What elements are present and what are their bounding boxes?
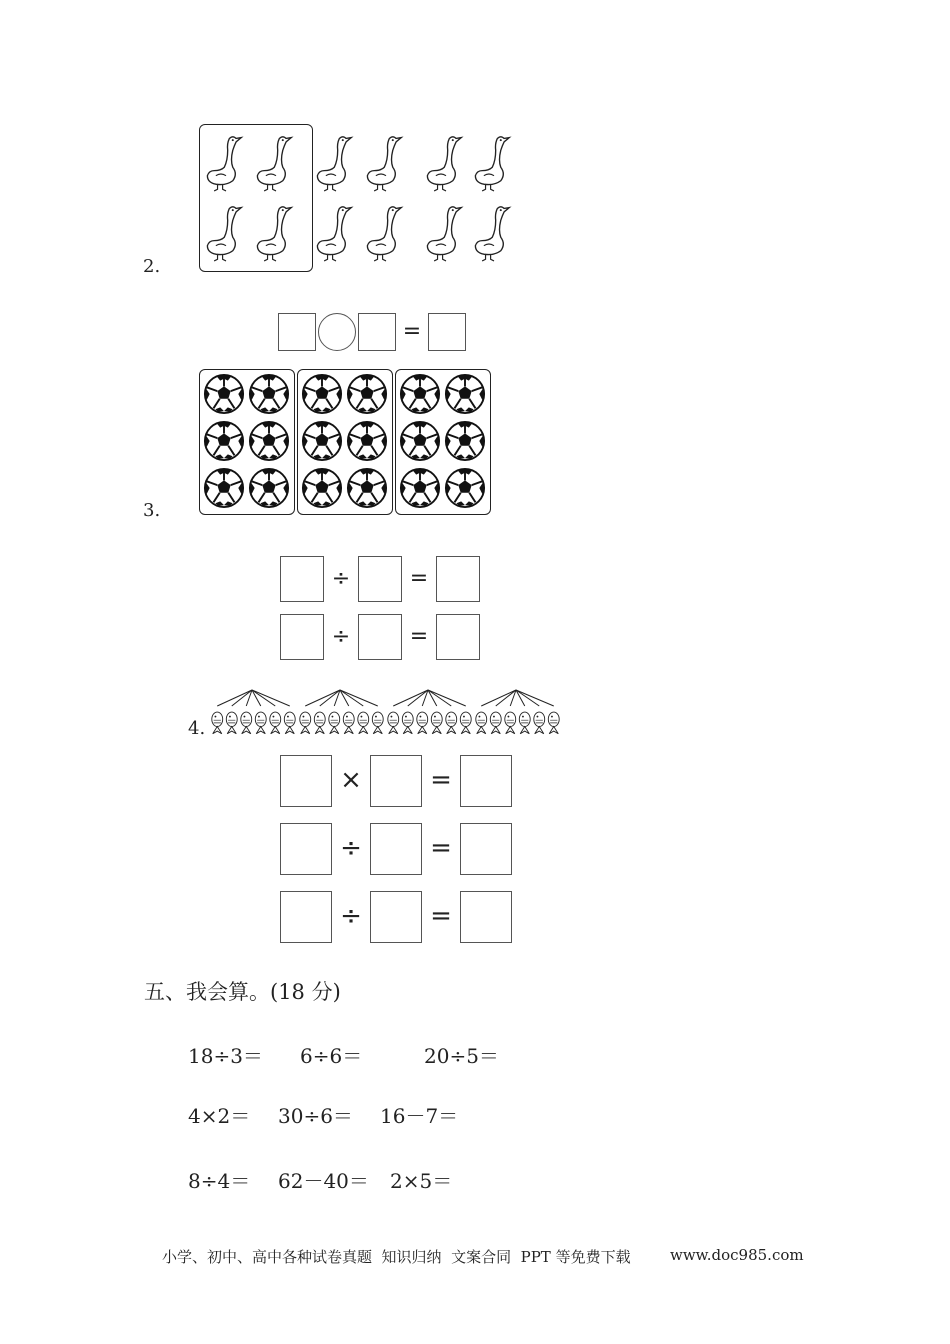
answer-box[interactable] — [278, 313, 316, 351]
soccer-ball — [205, 375, 243, 413]
fish — [270, 712, 281, 734]
footer-website[interactable]: www.doc985.com — [670, 1246, 804, 1264]
equals-sign: = — [430, 901, 452, 931]
soccer-ball — [446, 375, 484, 413]
fish — [388, 712, 399, 734]
calc-item: 30÷6＝ — [278, 1104, 353, 1128]
equals-sign: = — [409, 566, 429, 591]
question-2-number: 2. — [143, 256, 161, 277]
goose — [257, 207, 291, 261]
calc-item: 8÷4＝ — [188, 1169, 251, 1193]
fish — [300, 712, 311, 734]
fish — [226, 712, 237, 734]
calc-item: 20÷5＝ — [424, 1044, 499, 1068]
soccer-ball — [250, 422, 288, 460]
soccer-ball — [446, 422, 484, 460]
answer-box[interactable] — [358, 614, 402, 660]
calc-item: 4×2＝ — [188, 1104, 251, 1128]
fish — [490, 712, 501, 734]
soccer-ball — [303, 469, 341, 507]
fish-string — [516, 690, 554, 706]
answer-box[interactable] — [370, 823, 422, 875]
fish — [372, 712, 383, 734]
calc-item: 6÷6＝ — [300, 1044, 363, 1068]
answer-box[interactable] — [460, 755, 512, 807]
fish — [402, 712, 413, 734]
fish — [417, 712, 428, 734]
soccer-ball — [303, 375, 341, 413]
fish-string — [252, 690, 261, 706]
soccer-ball — [250, 375, 288, 413]
answer-box[interactable] — [436, 556, 480, 602]
fish-string — [340, 690, 378, 706]
fish-bunches-picture — [208, 688, 560, 740]
footer-text: 小学、初中、高中各种试卷真题 知识归纳 文案合同 PPT 等免费下载 — [162, 1248, 631, 1266]
goose — [207, 207, 241, 261]
fish — [358, 712, 369, 734]
fish — [534, 712, 545, 734]
section-5-heading: 五、我会算。(18 分) — [144, 980, 341, 1004]
goose — [317, 207, 351, 261]
fish-string — [252, 690, 290, 706]
soccer-ball — [205, 469, 243, 507]
soccer-ball — [205, 422, 243, 460]
calc-item: 2×5＝ — [390, 1169, 453, 1193]
question-3-number: 3. — [143, 500, 161, 521]
goose — [475, 207, 509, 261]
equals-sign: = — [430, 833, 452, 863]
goose — [475, 137, 509, 191]
goose — [427, 207, 461, 261]
fish — [460, 712, 471, 734]
question-4-number: 4. — [188, 718, 206, 739]
soccer-ball — [303, 422, 341, 460]
equals-sign: = — [430, 765, 452, 795]
answer-box[interactable] — [358, 556, 402, 602]
goose — [207, 137, 241, 191]
soccer-ball — [401, 469, 439, 507]
answer-box[interactable] — [280, 755, 332, 807]
answer-box[interactable] — [280, 614, 324, 660]
equals-sign: = — [402, 319, 422, 344]
divide-sign: ÷ — [331, 566, 351, 591]
goose — [317, 137, 351, 191]
fish — [241, 712, 252, 734]
calc-item: 62－40＝ — [278, 1169, 369, 1193]
soccer-ball — [348, 469, 386, 507]
fish-string — [428, 690, 437, 706]
soccer-balls-picture — [198, 368, 494, 516]
fish — [519, 712, 530, 734]
answer-box[interactable] — [460, 823, 512, 875]
fish — [446, 712, 457, 734]
fish — [476, 712, 487, 734]
soccer-ball — [348, 422, 386, 460]
fish-string — [340, 690, 349, 706]
goose — [257, 137, 291, 191]
divide-sign: ÷ — [340, 833, 362, 863]
fish — [548, 712, 559, 734]
divide-sign: ÷ — [340, 901, 362, 931]
soccer-ball — [348, 375, 386, 413]
answer-box[interactable] — [280, 891, 332, 943]
answer-box[interactable] — [280, 823, 332, 875]
goose — [427, 137, 461, 191]
fish — [314, 712, 325, 734]
goose — [367, 207, 401, 261]
fish-string — [428, 690, 466, 706]
multiply-sign: × — [340, 765, 362, 795]
answer-box[interactable] — [370, 891, 422, 943]
fish — [329, 712, 340, 734]
goose — [367, 137, 401, 191]
soccer-ball — [401, 375, 439, 413]
operator-circle[interactable] — [318, 313, 356, 351]
fish — [284, 712, 295, 734]
fish — [212, 712, 223, 734]
calc-item: 18÷3＝ — [188, 1044, 263, 1068]
answer-box[interactable] — [370, 755, 422, 807]
divide-sign: ÷ — [331, 624, 351, 649]
fish-string — [516, 690, 525, 706]
geese-picture — [198, 123, 538, 273]
fish — [431, 712, 442, 734]
calc-item: 16－7＝ — [380, 1104, 459, 1128]
answer-box[interactable] — [280, 556, 324, 602]
answer-box[interactable] — [460, 891, 512, 943]
soccer-ball — [446, 469, 484, 507]
answer-box[interactable] — [436, 614, 480, 660]
equals-sign: = — [409, 624, 429, 649]
answer-box[interactable] — [358, 313, 396, 351]
soccer-ball — [401, 422, 439, 460]
answer-box[interactable] — [428, 313, 466, 351]
soccer-ball — [250, 469, 288, 507]
fish — [505, 712, 516, 734]
fish — [343, 712, 354, 734]
fish — [255, 712, 266, 734]
